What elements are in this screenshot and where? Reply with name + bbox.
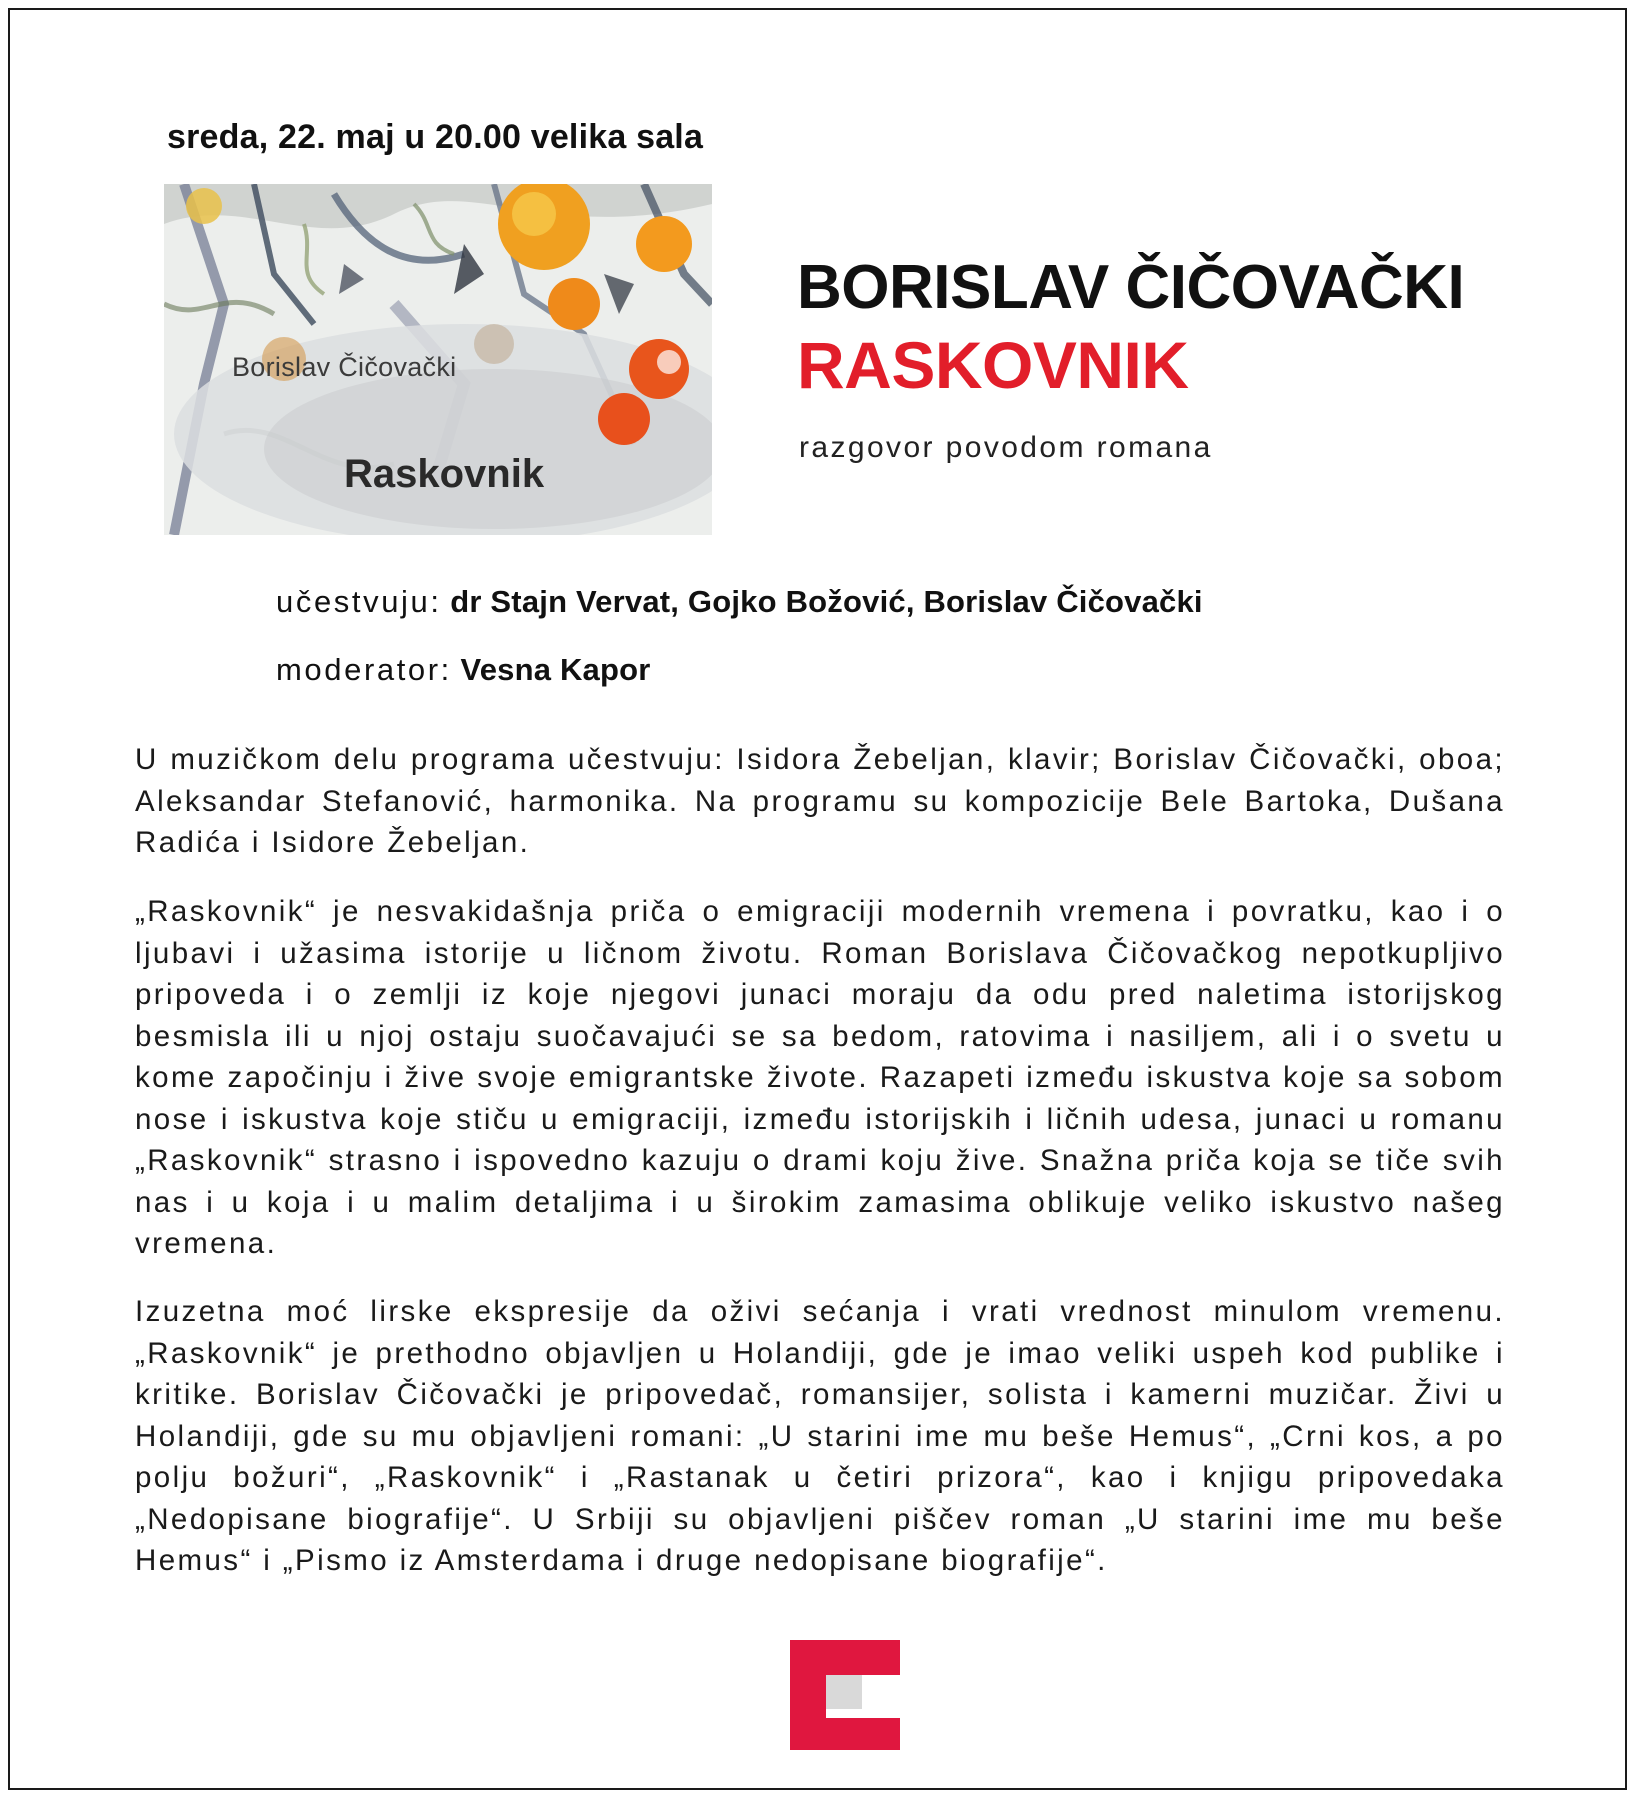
logo-gray-square (826, 1675, 862, 1709)
moderator-line (276, 652, 651, 688)
book-title-heading: RASKOVNIK (797, 328, 1189, 402)
event-subtitle: razgovor povodom romana (799, 431, 1213, 464)
paragraph-author-bio: Izuzetna moć lirske ekspresije da oživi sećanja i vrati vrednost minulom vremenu. „Raskovnik“ je prethodno objavljen u Holandiji, gde je imao veliki uspeh kod publike i kritike. Borislav Čičovački je pripovedač, romansijer, solista i kamerni muzičar. Živi u Holandiji, gde su mu objavljeni romani: „U starini ime mu beše Hemus“, „Crni kos, a po polju božuri“, „Raskovnik“ i „Rastanak u četiri prizora“, kao i knjigu pripovedaka „Nedopisane biografije“. U Srbiji su objavljeni piščev roman „U starini ime mu beše Hemus“ i „Pismo iz Amsterdama i druge nedopisane biografije“. (135, 1295, 1505, 1577)
paragraph-music-program: U muzičkom delu programa učestvuju: Isidora Žebeljan, klavir; Borislav Čičovački, oboa; Aleksandar Stefanović, harmonika. Na programu su kompozicije Bele Bartoka, Dušana Radića i Isidore Žebeljan. (135, 743, 1505, 859)
paragraph-novel-description: „Raskovnik“ je nesvakidašnja priča o emigraciji modernih vremena i povratku, kao i o ljubavi i užasima istorije u ličnom životu. Roman Borislava Čičovačkog nepotkupljivo pripoveda i o zemlji iz koje njegovi junaci moraju da odu pred naletima istorijskog besmisla ili u njoj ostaju suočavajući se sa bedom, ratovima i nasiljem, ali i o svetu u kome započinju i žive svoje emigrantske živote. Razapeti između iskustva koje sa sobom nose i iskustva koje stiču u emigraciji, između istorijskih i ličnih udesa, junaci u romanu „Raskovnik“ strasno i ispovedno kazuju o drami koju žive. Snažna priča koja se tiče svih nas i u koja i u malim detaljima i u širokim zamasima oblikuje veliko iskustvo našeg vremena. (135, 895, 1505, 1260)
participants-names: dr Stajn Vervat, Gojko Božović, Borislav Čičovački (450, 584, 1203, 619)
venue-logo-icon (790, 1640, 900, 1750)
moderator-label: moderator: (276, 652, 452, 687)
event-date-line: sreda, 22. maj u 20.00 velika sala (167, 118, 704, 156)
participants-line (276, 584, 1203, 620)
moderator-name: Vesna Kapor (460, 652, 651, 687)
cover-title-text: Raskovnik (344, 452, 545, 496)
author-heading: BORISLAV ČIČOVAČKI (797, 253, 1465, 322)
logo-notch-right (862, 1675, 900, 1709)
logo-notch-bottom (826, 1709, 900, 1718)
cover-author-text: Borislav Čičovački (232, 352, 457, 382)
book-cover-image (164, 184, 712, 535)
participants-label: učestvuju: (276, 584, 442, 619)
